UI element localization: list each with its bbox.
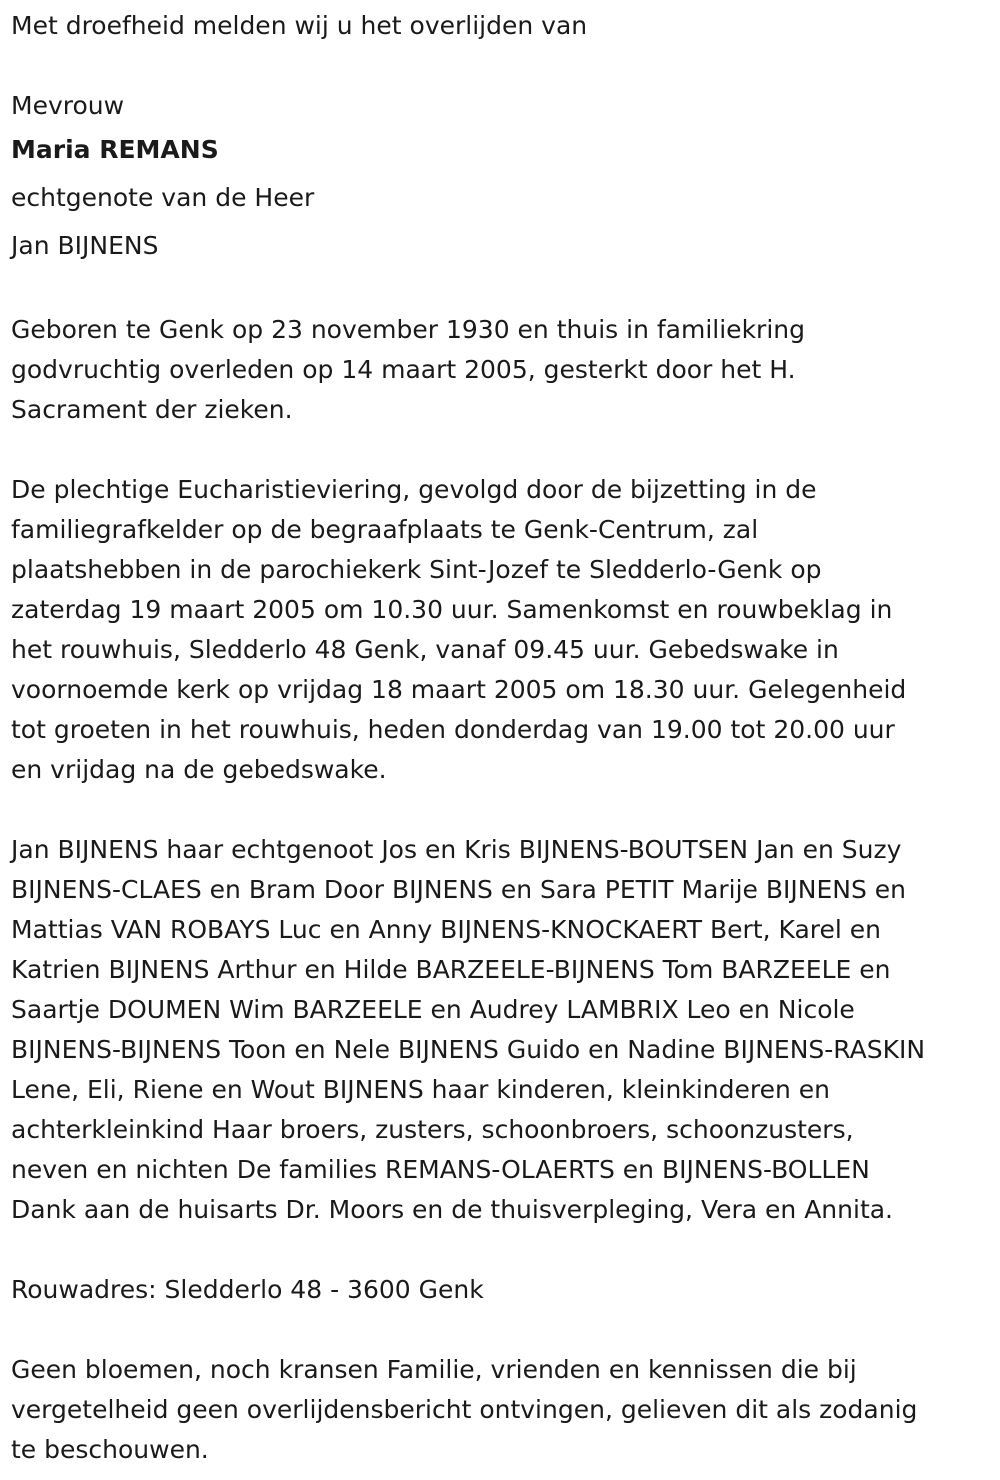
title-mevrouw: Mevrouw <box>11 91 125 120</box>
paragraph-line: zaterdag 19 maart 2005 om 10.30 uur. Samenkomst en rouwbeklag in <box>11 595 893 624</box>
paragraph-line: Geen bloemen, noch kransen Familie, vrienden en kennissen die bij <box>11 1355 857 1384</box>
paragraph-line: Lene, Eli, Riene en Wout BIJNENS haar kinderen, kleinkinderen en <box>11 1075 830 1104</box>
paragraph-line: Mattias VAN ROBAYS Luc en Anny BIJNENS-KNOCKAERT Bert, Karel en <box>11 915 882 944</box>
paragraph-line: plaatshebben in de parochiekerk Sint-Jozef te Sledderlo-Genk op <box>11 555 822 584</box>
spouse-relation: echtgenote van de Heer <box>11 183 315 212</box>
paragraph-line: familiegrafkelder op de begraafplaats te Genk-Centrum, zal <box>11 515 759 544</box>
paragraph-line: godvruchtig overleden op 14 maart 2005, gesterkt door het H. <box>11 355 796 384</box>
paragraph-line: achterkleinkind Haar broers, zusters, schoonbroers, schoonzusters, <box>11 1115 854 1144</box>
paragraph-line: Dank aan de huisarts Dr. Moors en de thuisverpleging, Vera en Annita. <box>11 1195 894 1224</box>
spacer <box>11 270 986 310</box>
paragraph-line: vergetelheid geen overlijdensbericht ontvingen, gelieven dit als zodanig <box>11 1395 918 1424</box>
paragraph-line: Sacrament der zieken. <box>11 395 293 424</box>
paragraph-line: Geboren te Genk op 23 november 1930 en thuis in familiekring <box>11 315 805 344</box>
birth-death-paragraph <box>11 310 986 430</box>
spacer <box>11 1310 986 1350</box>
spacer <box>11 46 986 86</box>
paragraph-line: en vrijdag na de gebedswake. <box>11 755 387 784</box>
paragraph-line: De plechtige Eucharistieviering, gevolgd door de bijzetting in de <box>11 475 817 504</box>
closing-paragraph <box>11 1350 986 1470</box>
family-paragraph <box>11 830 986 1230</box>
paragraph-line: BIJNENS-BIJNENS Toon en Nele BIJNENS Guido en Nadine BIJNENS-RASKIN <box>11 1035 926 1064</box>
spacer <box>11 430 986 470</box>
spacer <box>11 790 986 830</box>
paragraph-line: voornoemde kerk op vrijdag 18 maart 2005 om 18.30 uur. Gelegenheid <box>11 675 907 704</box>
mourning-address: Rouwadres: Sledderlo 48 - 3600 Genk <box>11 1275 484 1304</box>
intro-text: Met droefheid melden wij u het overlijden van <box>11 11 588 40</box>
deceased-name: Maria REMANS <box>11 135 219 164</box>
paragraph-line: het rouwhuis, Sledderlo 48 Genk, vanaf 09.45 uur. Gebedswake in <box>11 635 839 664</box>
paragraph-line: neven en nichten De families REMANS-OLAERTS en BIJNENS-BOLLEN <box>11 1155 870 1184</box>
paragraph-line: te beschouwen. <box>11 1435 209 1464</box>
paragraph-line: Saartje DOUMEN Wim BARZEELE en Audrey LAMBRIX Leo en Nicole <box>11 995 855 1024</box>
paragraph-line: BIJNENS-CLAES en Bram Door BIJNENS en Sara PETIT Marije BIJNENS en <box>11 875 907 904</box>
paragraph-line: Katrien BIJNENS Arthur en Hilde BARZEELE-BIJNENS Tom BARZEELE en <box>11 955 891 984</box>
ceremony-paragraph <box>11 470 986 790</box>
spacer <box>11 1230 986 1270</box>
spouse-name: Jan BIJNENS <box>11 231 159 260</box>
paragraph-line: tot groeten in het rouwhuis, heden donderdag van 19.00 tot 20.00 uur <box>11 715 895 744</box>
obituary-document <box>11 6 986 1470</box>
paragraph-line: Jan BIJNENS haar echtgenoot Jos en Kris BIJNENS-BOUTSEN Jan en Suzy <box>11 835 902 864</box>
